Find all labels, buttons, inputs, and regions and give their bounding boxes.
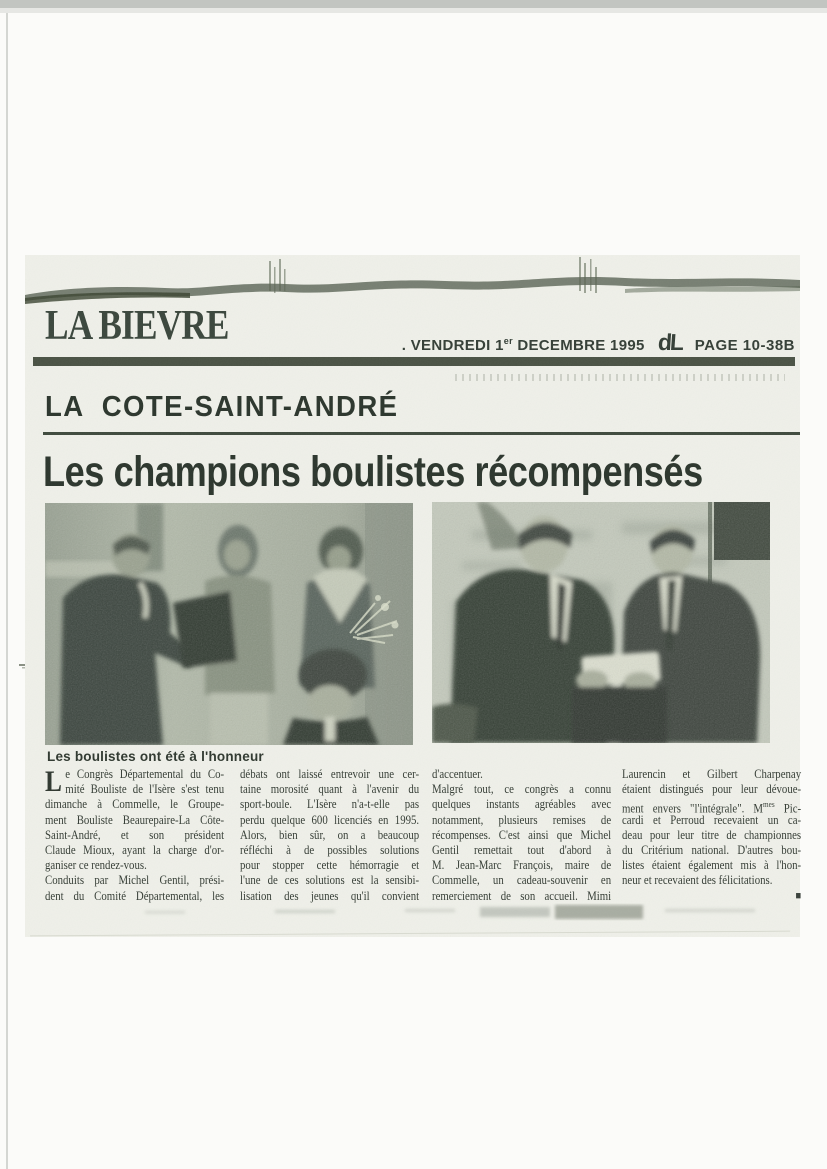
body-line: étaient distingués pour leur dévoue- — [622, 782, 802, 797]
left-photo — [45, 503, 413, 745]
body-line: dent du Comité Départemental, les — [45, 888, 225, 903]
body-line: Malgré tout, ce congrès a connu — [432, 782, 612, 797]
scanner-edge — [0, 0, 827, 8]
body-line: ganiser ce rendez-vous. — [45, 858, 147, 873]
body-line: ment envers "l'intégrale". $M^{mes}$ Pic- — [622, 799, 802, 816]
photo-caption: Les boulistes ont été à l'honneur — [47, 749, 264, 764]
body-line: l'une de ces solutions est la sensibi- — [240, 873, 420, 888]
date-line: . VENDREDI 1er DECEMBRE 1995 — [401, 336, 645, 354]
body-line: récompenses. C'est ainsi que Michel — [432, 827, 612, 842]
scanner-edge-light — [0, 8, 827, 13]
body-line: deau pour leur titre de championnes — [622, 827, 802, 842]
body-line: Alors, bien sûr, on a beaucoup — [240, 827, 420, 842]
body-line: Saint-André, et son président — [45, 827, 225, 842]
dauphine-libere-logo: dL — [656, 329, 683, 355]
body-line: débats ont laissé entrevoir une cer- — [240, 767, 420, 781]
article-headline: Les champions boulistes récompensés — [43, 448, 703, 496]
body-line: lisation des jeunes qu'il convient — [240, 888, 420, 903]
body-line: Laurencin et Gilbert Charpenay — [622, 767, 802, 781]
body-line: Commelle, un cadeau-souvenir en — [432, 873, 612, 888]
scan-noise-bottom — [25, 901, 800, 927]
drop-cap: L — [45, 765, 62, 798]
body-line: ment Bouliste Beaurepaire-La Côte- — [45, 812, 225, 827]
body-line: mité Bouliste de l'Isère s'est tenu — [65, 782, 225, 797]
body-line: pour stopper cette hémorragie et — [240, 858, 420, 873]
body-line: sport-boule. L'Isère n'a-t-elle pas — [240, 797, 420, 812]
body-line: listes étaient également mis à l'hon- — [622, 858, 802, 873]
newspaper-clipping — [25, 255, 800, 937]
section-underline — [43, 432, 800, 435]
body-line: Claude Mioux, ayant la charge d'or- — [45, 842, 225, 857]
body-line: taine morosité quant à l'avenir du — [240, 782, 420, 797]
body-line: Conduits par Michel Gentil, prési- — [45, 873, 225, 888]
body-line: remerciement de son accueil. Mimi — [432, 888, 612, 903]
body-line: quelques instants agréables avec — [432, 797, 612, 812]
article-column-4 — [622, 767, 801, 904]
scan-noise-strip — [455, 374, 785, 381]
body-line: du Critérium national. D'autres bou- — [622, 842, 802, 857]
header-meta — [402, 329, 795, 356]
body-line: Gentil remettait tout d'abord à — [432, 842, 612, 857]
section-title: LA COTE-SAINT-ANDRÉ — [45, 391, 399, 423]
torn-edge-smudge — [25, 255, 800, 310]
article-column-2 — [240, 767, 419, 904]
page-left-edge — [6, 13, 8, 1169]
body-line: M. Jean-Marc François, maire de — [432, 858, 612, 873]
masthead: LA BIEVRE — [45, 303, 229, 349]
page-reference: PAGE 10-38B — [694, 337, 795, 354]
body-line: réfléchi à de possibles solutions — [240, 842, 420, 857]
body-line: neur et recevaient des félicitations. — [622, 873, 773, 888]
body-line: d'accentuer. — [432, 767, 483, 781]
right-photo — [432, 502, 770, 743]
body-line: e Congrès Départemental du Co- — [65, 767, 225, 781]
body-line: notamment, plusieurs remises de — [432, 812, 612, 827]
end-mark: ■ — [795, 889, 802, 902]
body-line: dimanche à Commelle, le Groupe- — [45, 797, 225, 812]
body-line: perdu quelque 600 licenciés en 1995. — [240, 812, 420, 827]
article-column-1 — [45, 767, 224, 904]
body-line: cardi et Perroud recevaient un ca- — [622, 812, 802, 827]
header-rule — [33, 357, 795, 366]
article-column-3 — [432, 767, 611, 904]
